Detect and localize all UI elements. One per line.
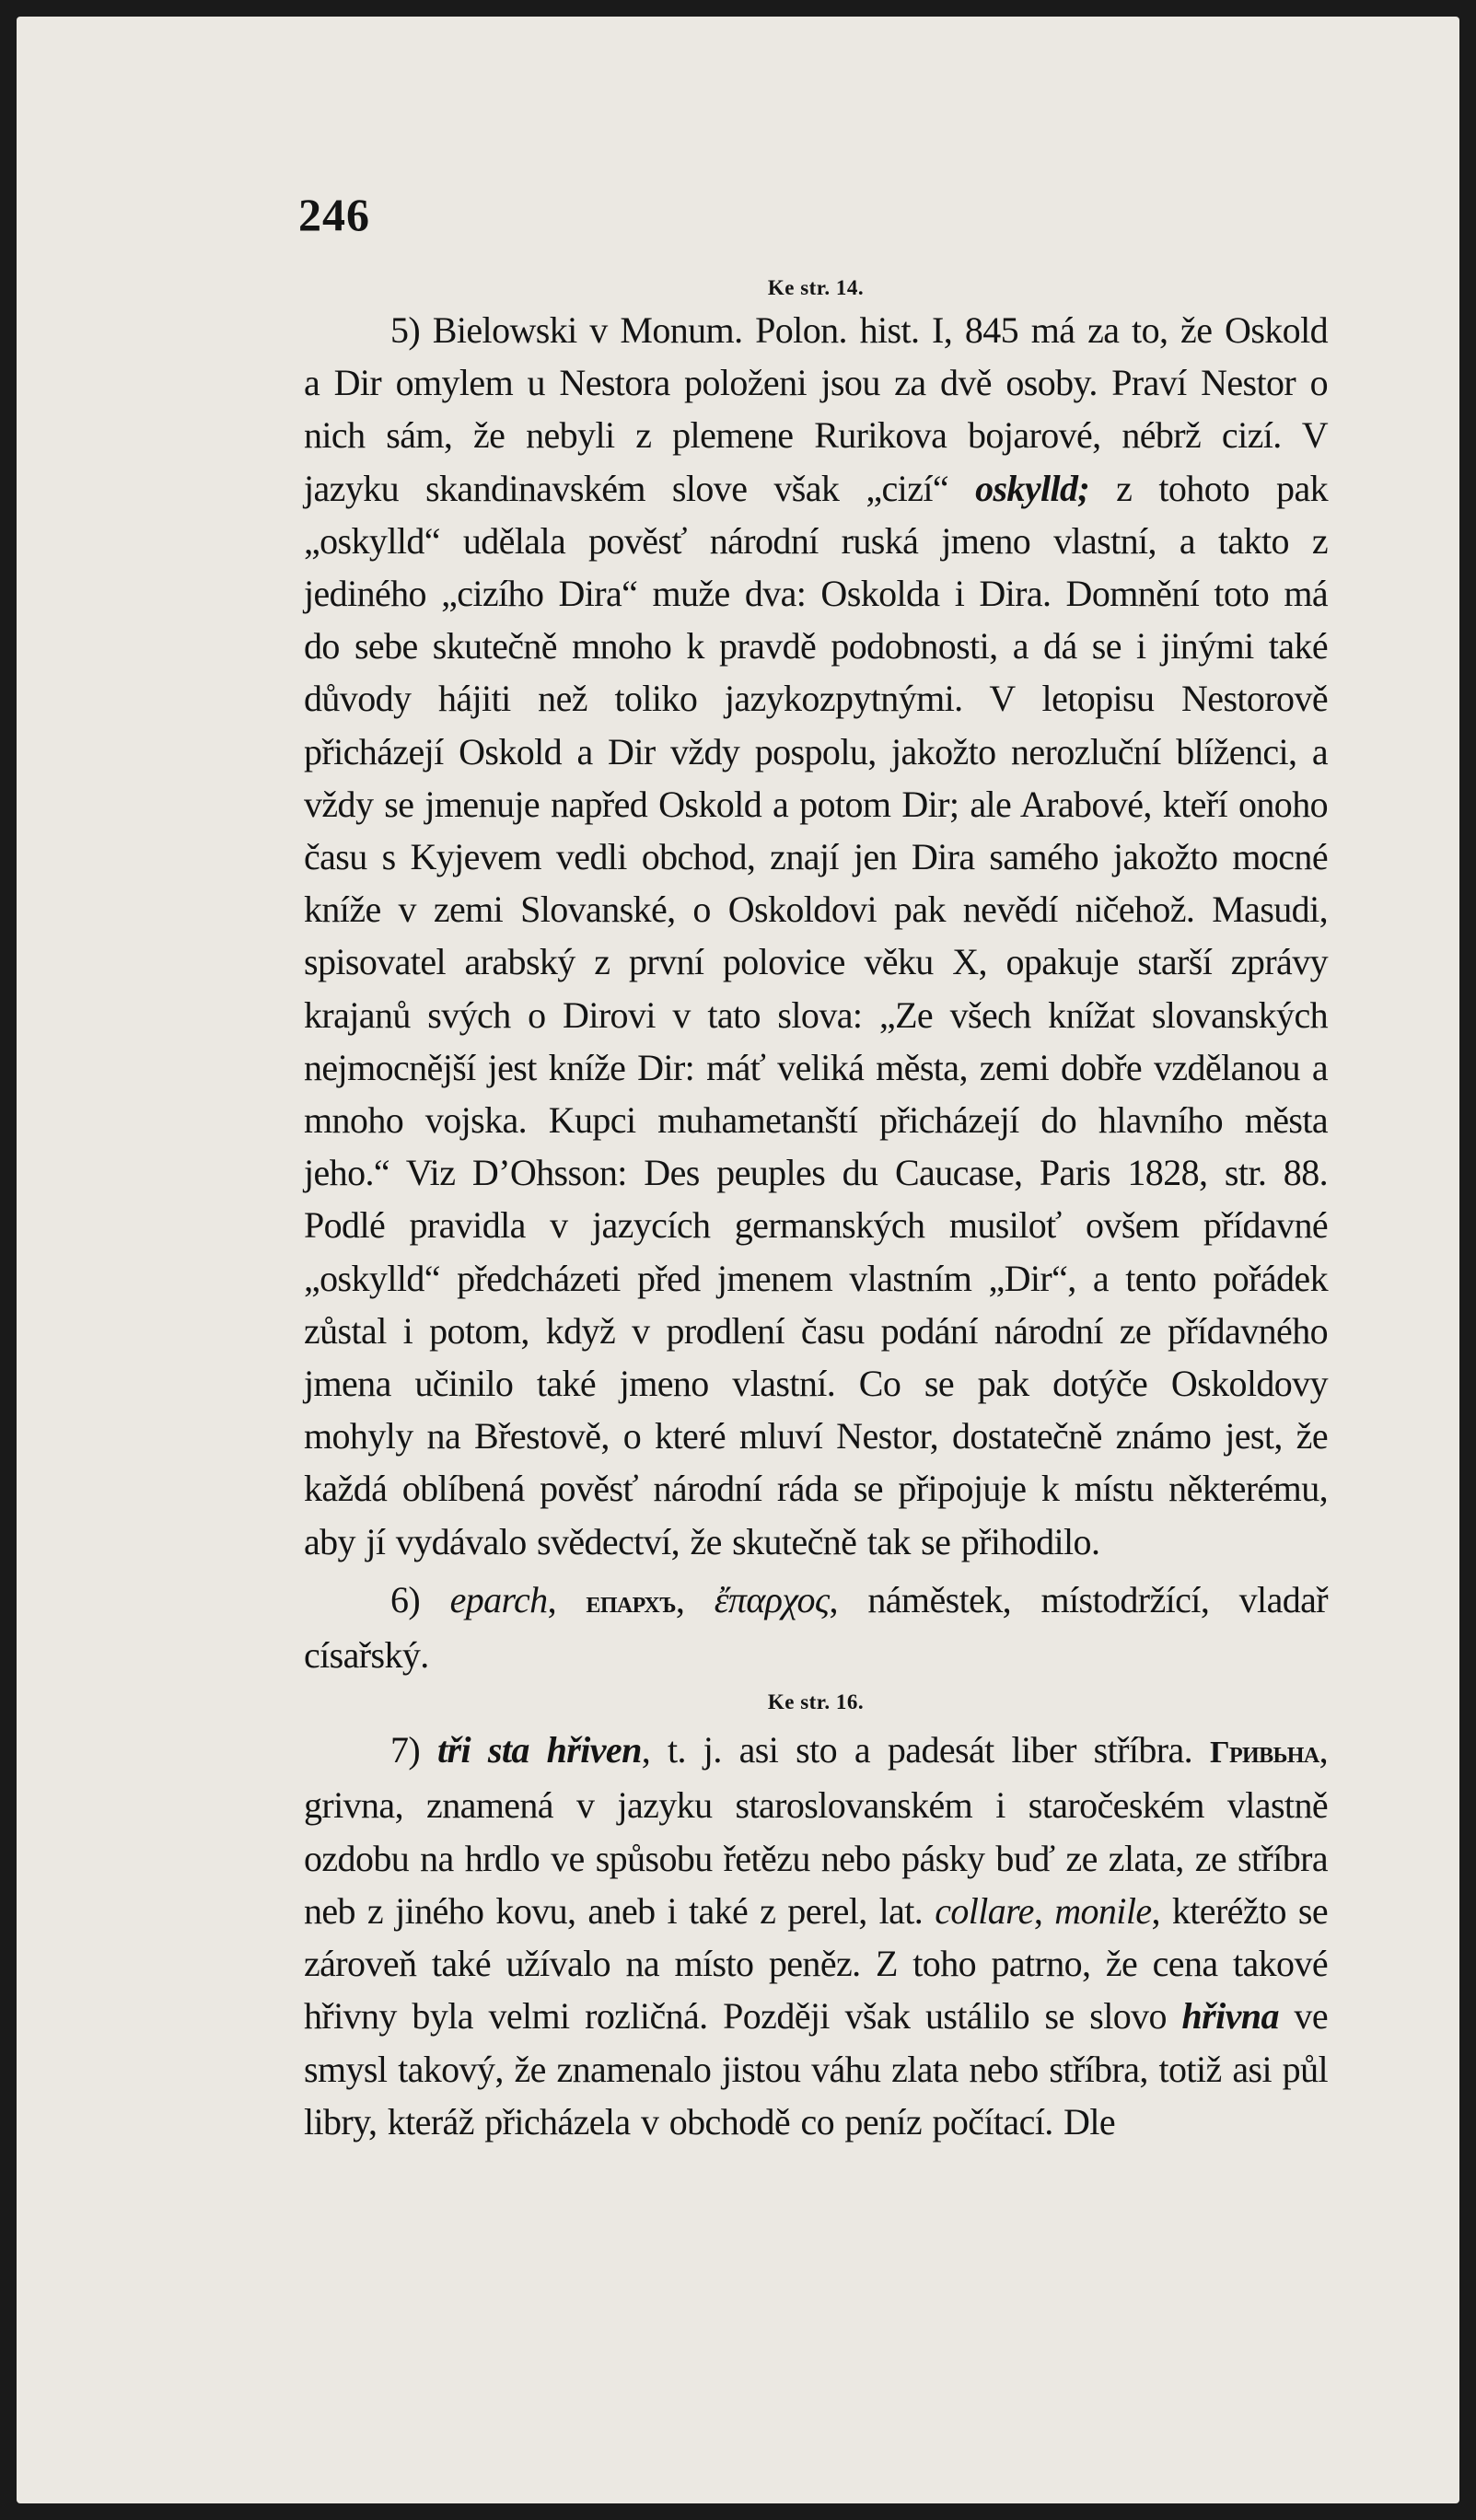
footnote-6-greek: ἔπαρχος bbox=[714, 1578, 830, 1620]
footnote-6-term: eparch bbox=[449, 1578, 548, 1620]
page-text bbox=[298, 189, 1329, 2148]
footnote-7-number: 7) bbox=[390, 1729, 421, 1771]
footnote-7-church-slavonic: Гривьна bbox=[1209, 1736, 1319, 1771]
footnote-5-term: oskylld; bbox=[975, 467, 1090, 509]
footnote-7-latin-2: monile bbox=[1054, 1889, 1152, 1932]
footnote-5 bbox=[304, 304, 1328, 1568]
footnote-6-number: 6) bbox=[390, 1578, 421, 1620]
footnote-7-term-2: hřivna bbox=[1181, 1995, 1279, 2038]
footnote-7-text-b: , grivna, znamená v jazyku staroslovanském i staročeském vlastně ozdobu na hrdlo ve spůsobu řetězu nebo pásky buď ze zlata, ze stříbra neb z jiného kovu, aneb i také z perel, lat. bbox=[304, 1729, 1328, 1932]
footnote-7-text-a: , t. j. asi sto a padesát liber stříbra. bbox=[641, 1729, 1210, 1771]
footnote-7-latin-1: collare bbox=[935, 1889, 1034, 1932]
footnote-6-sep-2: , bbox=[675, 1578, 715, 1620]
footnote-7-text-d: ve smysl takový, že znamenalo jistou váhu zlata nebo stříbra, totiž asi půl libry, kteráž přicházela v obchodě co peníz počítací. Dle bbox=[304, 1995, 1328, 2143]
footnote-5-text-b: z tohoto pak „oskylld“ udělala pověsť národní ruská jmeno vlastní, a takto z jediného „cizího Dira“ muže dva: Oskolda i Dira. Domnění toto má do sebe skutečně mnoho k pravdě podobnosti, a dá se i jinými také důvody hájiti než toliko jazykozpytnými. V letopisu Nestorově přicházejí Oskold a Dir vždy pospolu, jakožto nerozluční blíženci, a vždy se jmenuje napřed Oskold a potom Dir; ale Arabové, kteří onoho času s Kyjevem vedli obchod, znají jen Dira samého jakožto mocné kníže v zemi Slovanské, o Oskoldovi pak nevědí ničehož. Masudi, spisovatel arabský z první polovice věku X, opakuje starší zprávy krajanů svých o Dirovi v tato slova: „Ze všech knížat slovanských nejmocnější jest kníže Dir: máť veliká města, zemi dobře vzdělanou a mnoho vojska. Kupci muhametanští přicházejí do hlavního města jeho.“ Viz D’Ohsson: Des peuples du Caucase, Paris 1828, str. 88. Podlé pravidla v jazycích germanských musiloť ovšem přídavné „oskylld“ předcházeti před jmenem vlastním „Dir“, a tento pořádek zůstal i potom, když v prodlení času podání národní ze přídavného jmena učinilo také jmeno vlastní. Co se pak dotýče Oskoldovy mohyly na Břestově, o které mluví Nestor, dostatečně známo jest, že každá oblíbená pověsť národní ráda se připojuje k místu některému, aby jí vydávalo svědectví, že skutečně tak se přihodilo. bbox=[304, 467, 1329, 1562]
page-number: 246 bbox=[298, 189, 370, 240]
section-heading-str-16: Ke str. 16. bbox=[767, 1690, 865, 1714]
footnote-6 bbox=[304, 1574, 1328, 1681]
footnote-6-sep-1: , bbox=[547, 1578, 587, 1620]
footnote-6-church-slavonic: епархъ bbox=[586, 1585, 676, 1620]
footnote-7 bbox=[304, 1724, 1328, 2148]
footnote-5-number: 5) bbox=[390, 309, 421, 351]
footnote-7-term: tři sta hřiven bbox=[437, 1729, 642, 1771]
section-heading-str-14: Ke str. 14. bbox=[767, 276, 865, 299]
footnote-6-text: , náměstek, místodržící, vladař císařský. bbox=[304, 1578, 1328, 1677]
footnote-7-sep-1: , bbox=[1033, 1889, 1055, 1932]
book-page bbox=[17, 17, 1459, 2503]
footnote-7-text-c: , kteréžto se zároveň také užívalo na místo peněz. Z toho patrno, že cena takové hřivny byla velmi rozličná. Později však ustálilo se slovo bbox=[304, 1889, 1328, 2038]
footnote-5-text-a: Bielowski v Monum. Polon. hist. I, 845 má za to, že Oskold a Dir omylem u Nestora položeni jsou za dvě osoby. Praví Nestor o nich sám, že nebyli z plemene Rurikova bojarové, nébrž cizí. V jazyku skandinavském slove však „cizí“ bbox=[304, 309, 1328, 509]
